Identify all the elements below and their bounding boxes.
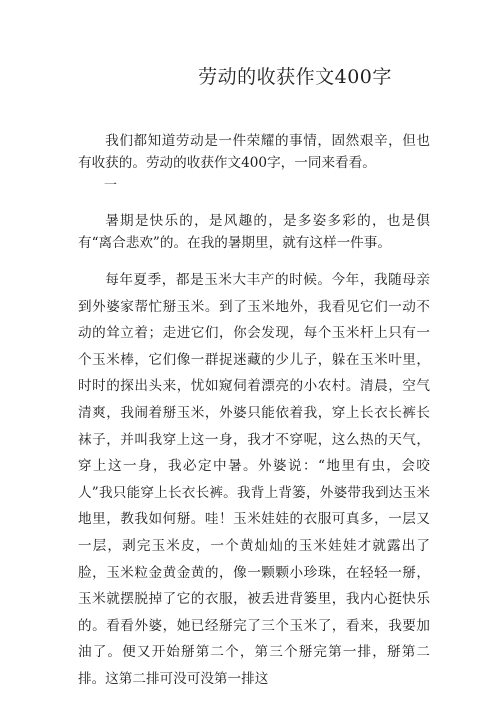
paragraph-block-2: [78, 267, 430, 693]
section-marker: 一: [104, 178, 118, 193]
intro-paragraph: 我们都知道劳动是一件荣耀的事情，固然艰辛，但也有收获的。劳动的收获作文400字，一同来看看。: [78, 133, 430, 171]
body-paragraph: 暑期是快乐的，是风趣的，是多姿多彩的，也是倶有“离合悲欢”的。在我的暑期里，就有这样一件事。: [78, 213, 430, 251]
intro-block: [78, 130, 430, 174]
document-title: 劳动的收获作文400字: [198, 66, 392, 88]
body-paragraph: 每年夏季，都是玉米大丰产的时候。今年，我随母亲到外婆家帮忙掰玉米。到了玉米地外，我看见它们一动不动的耸立着；走进它们，你会发现，每个玉米杆上只有一个玉米棒，它们像一群捉迷藏的少儿子，躲在玉米叶里，时时的探出头来，忧如窥伺着漂亮的小农村。清晨，空气清爽，我闹着掰玉米，外婆只能依着我，穿上长衣长裤长袜子，并叫我穿上这一身，我才不穿呢，这么热的天气，穿上这一身，我必定中暑。外婆说：“地里有虫，会咬人”我只能穿上长衣长裤。我背上背篓，外婆带我到达玉米地里，教我如何掰。哇！玉米娃娃的衣服可真多，一层又一层，剥完玉米皮，一个黄灿灿的玉米娃娃才就露出了脸，玉米粒金黄金黄的，像一颗颗小珍珠，在轻轻一掰，玉米就摆脱掉了它的衣服，被丢进背篓里，我内心挺快乐的。看看外婆，她已经掰完了三个玉米了，看来，我要加油了。便又开始掰第二个，第三个掰完第一排，掰第二排。这第二排可没可没第一排这: [78, 272, 430, 687]
paragraph-block-1: [78, 210, 430, 254]
